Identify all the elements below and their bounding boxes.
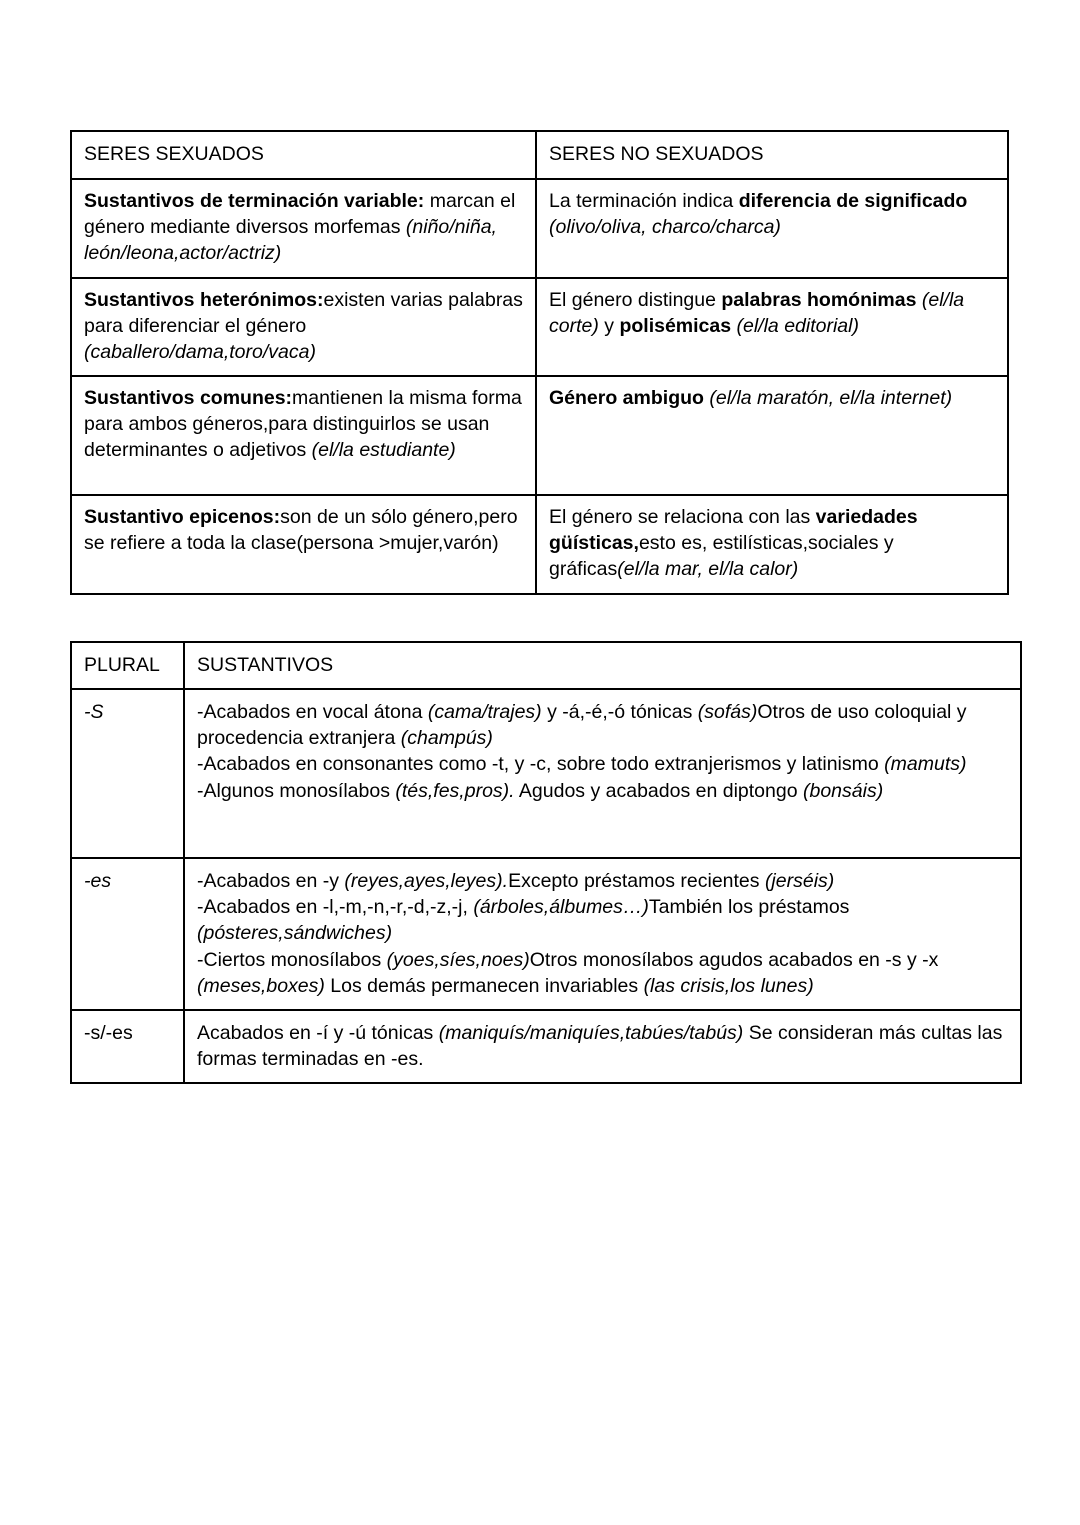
text-homonimas-mid: y (598, 314, 620, 337)
label-plural-s: -S (84, 701, 104, 724)
rule-line (197, 699, 1010, 751)
examples-comunes: (el/la estudiante) (311, 439, 456, 462)
label-plural-es: -es (84, 870, 112, 893)
text-comunes: mantienen la misma forma para ambos géneros,para distinguirlos se usan determinantes o adjetivos (84, 387, 522, 462)
lead-heteronimos: Sustantivos heterónimos: (84, 288, 324, 311)
bold-diferencia-significado: diferencia de significado (738, 189, 968, 212)
examples-genero-ambiguo: (el/la maratón, el/la internet) (703, 387, 953, 410)
rule-line (197, 894, 1010, 946)
rule-example: (yoes,síes,noes) (386, 948, 530, 971)
rule-example: (tés,fes,pros). (395, 779, 515, 802)
text-epicenos: son de un sólo género,pero se refiere a toda la clase(persona >mujer,varón) (84, 506, 518, 555)
table-row (71, 495, 1008, 594)
rule-text: Agudos y acabados en diptongo (514, 779, 803, 802)
rule-example: (jerséis) (764, 870, 835, 893)
examples-heteronimos: (caballero/dama,toro/vaca) (84, 340, 316, 363)
cell-plural-key-s-es (71, 1010, 184, 1083)
rule-example: (bonsáis) (802, 779, 884, 802)
rule-text: Se consideran más cultas las formas terminadas en -es. (197, 1021, 1003, 1070)
rule-example: (sofás) (697, 701, 758, 724)
gender-nouns-table (70, 130, 1009, 595)
table-row (71, 642, 1021, 689)
rule-text: -Acabados en -y (197, 870, 345, 893)
rule-text: -Acabados en -l,-m,-n,-r,-d,-z,-j, (197, 896, 474, 919)
table-row (71, 278, 1008, 377)
rule-text: -Ciertos monosílabos (197, 948, 387, 971)
rule-line (197, 868, 1010, 894)
rule-text: Excepto préstamos recientes (508, 870, 765, 893)
table-header-seres-sexuados: SERES SEXUADOS (71, 131, 536, 179)
cell-variedades-linguisticas (536, 495, 1008, 594)
examples-editorial: (el/la editorial) (731, 314, 859, 337)
text-heteronimos: existen varias palabras para diferenciar el género (84, 288, 523, 337)
rule-line (197, 778, 1010, 804)
rule-text: -Acabados en vocal átona (197, 701, 428, 724)
cell-homonimas-polisemicas (536, 278, 1008, 377)
rule-example: (champús) (400, 727, 493, 750)
examples-corte: (el/la corte) (549, 288, 965, 337)
label-plural-s-es: -s/-es (84, 1021, 133, 1044)
cell-plural-rules-s-es (184, 1010, 1021, 1083)
text-variedades-mid: esto es, estilísticas,sociales y gráficas (549, 532, 894, 581)
table-row (71, 376, 1008, 495)
cell-heteronimos (71, 278, 536, 377)
rule-example: (mamuts) (884, 753, 967, 776)
examples-variedades: (el/la mar, el/la calor) (617, 558, 799, 581)
rule-line (197, 751, 1010, 777)
bold-variedades-guisticas: variedades güísticas, (549, 506, 918, 555)
rule-example: (pósteres,sándwiches) (197, 922, 393, 945)
cell-plural-key-es (71, 858, 184, 1010)
cell-comunes (71, 376, 536, 495)
rule-text: También los préstamos (648, 896, 850, 919)
rule-example: (reyes,ayes,leyes). (344, 870, 509, 893)
rule-example: (cama/trajes) (427, 701, 542, 724)
text-variedades-lead: El género se relaciona con las (549, 506, 816, 529)
rule-text: y -á,-é,-ó tónicas (541, 701, 698, 724)
examples-diferencia-significado: (olivo/oliva, charco/charca) (549, 215, 781, 238)
examples-terminacion-variable: (niño/niña, león/leona,actor/actriz) (84, 215, 497, 264)
rule-text: Otros monosílabos agudos acabados en -s y -x (529, 948, 939, 971)
cell-epicenos (71, 495, 536, 594)
rule-text: -Acabados en consonantes como -t, y -c, sobre todo extranjerismos y latinismo (197, 753, 885, 776)
cell-diferencia-significado (536, 179, 1008, 278)
rule-text: Otros de uso coloquial y procedencia extranjera (197, 701, 967, 750)
plural-nouns-table (70, 641, 1022, 1084)
table-row (71, 858, 1021, 1010)
text-terminacion-variable: marcan el género mediante diversos morfemas (84, 189, 516, 238)
table-header-plural: PLURAL (71, 642, 184, 689)
cell-genero-ambiguo (536, 376, 1008, 495)
text-homonimas-lead: El género distingue (549, 288, 722, 311)
lead-comunes: Sustantivos comunes: (84, 387, 293, 410)
lead-epicenos: Sustantivo epicenos: (84, 506, 281, 529)
cell-terminacion-variable (71, 179, 536, 278)
table-row (71, 179, 1008, 278)
bold-homonimas: palabras homónimas (721, 288, 917, 311)
rule-text: Acabados en -í y -ú tónicas (197, 1021, 439, 1044)
table-row (71, 689, 1021, 858)
rule-example: (maniquís/maniquíes,tabúes/tabús) (438, 1021, 744, 1044)
bold-polisemicas: polisémicas (619, 314, 732, 337)
text-diferencia-significado-lead: La terminación indica (549, 189, 739, 212)
table-row (71, 1010, 1021, 1083)
rule-text: -Algunos monosílabos (197, 779, 396, 802)
table-row (71, 131, 1008, 179)
table-header-sustantivos: SUSTANTIVOS (184, 642, 1021, 689)
cell-plural-key-s (71, 689, 184, 858)
rule-text: Los demás permanecen invariables (324, 974, 644, 997)
cell-plural-rules-s (184, 689, 1021, 858)
rule-line (197, 947, 1010, 999)
rule-example: (las crisis,los lunes) (643, 974, 814, 997)
rule-example: (meses,boxes) (197, 974, 325, 997)
bold-genero-ambiguo: Género ambiguo (549, 387, 704, 410)
cell-plural-rules-es (184, 858, 1021, 1010)
table-header-seres-no-sexuados: SERES NO SEXUADOS (536, 131, 1008, 179)
rule-example: (árboles,álbumes…) (473, 896, 649, 919)
lead-terminacion-variable: Sustantivos de terminación variable: (84, 189, 425, 212)
